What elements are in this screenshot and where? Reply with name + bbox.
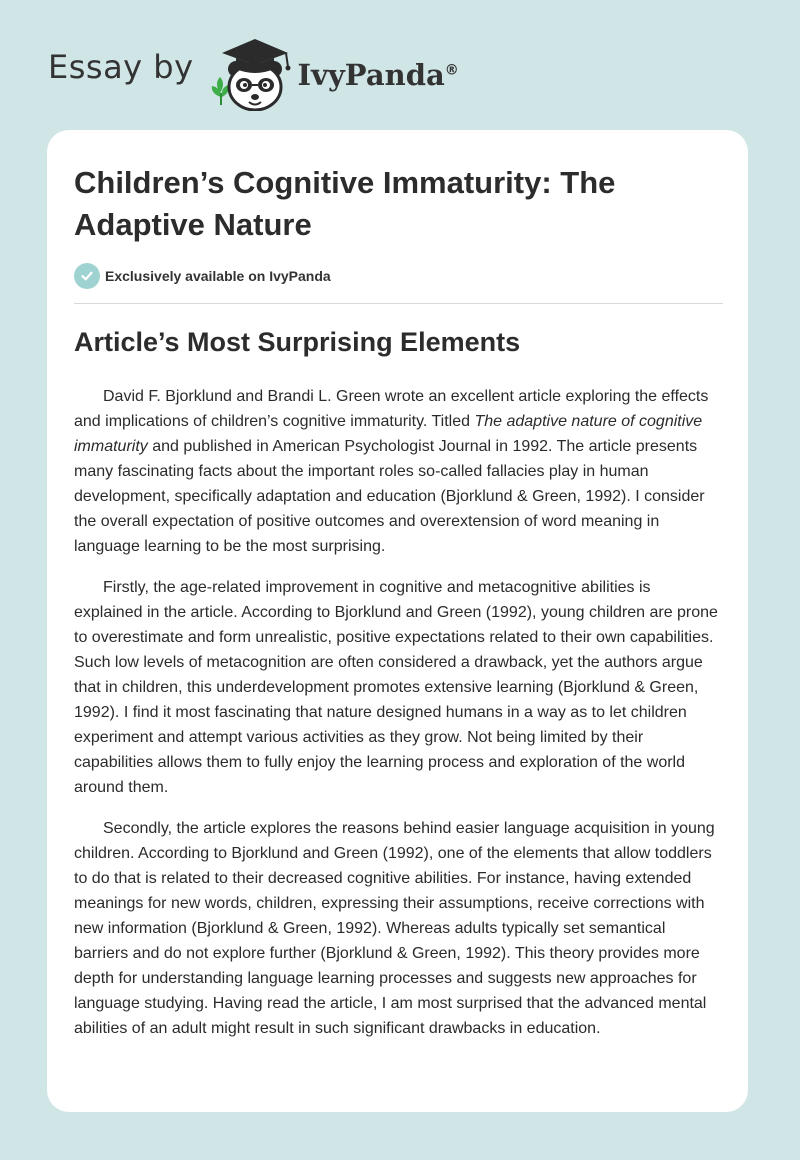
paragraph-1-start: David F. Bjorklund and Brandi L. Green wrote an excellent article exploring the effects and implications of children’s cognitive immaturity. Titled: [74, 388, 709, 430]
essay-card: [47, 130, 748, 1112]
brand-name: [298, 58, 459, 92]
paragraph-1-end: and published in American Psychologist Journal in 1992. The article presents many fascinating facts about the important roles so-called fallacies play in human development, specifically adaptation and education (Bjorklund & Green, 1992). I consider the overall expectation of positive outcomes and overextension of word meaning in language learning to be the most surprising.: [74, 438, 705, 555]
brand-header[interactable]: [48, 28, 459, 118]
paragraph-3: Secondly, the article explores the reasons behind easier language acquisition in young children. According to Bjorklund and Green (1992), one of the elements that allow toddlers to do that is related to their decreased cognitive abilities. For instance, having extended meanings for new words, children, expressing their assumptions, receive corrections with new information (Bjorklund & Green, 1992). Whereas adults typically set semantical barriers and do not explore further (Bjorklund & Green, 1992). This theory provides more depth for understanding language learning processes and suggests new approaches for language studying. Having read the article, I am most surprised that the advanced mental abilities of an adult might result in such significant drawbacks in education.: [74, 820, 715, 1037]
divider: [74, 303, 723, 304]
essay-title: Children’s Cognitive Immaturity: The Adaptive Nature: [74, 165, 616, 242]
section-heading: Article’s Most Surprising Elements: [74, 327, 521, 357]
exclusive-label: Exclusively available on IvyPanda: [105, 268, 331, 284]
article-title-italic: The adaptive nature of cognitive immaturity: [74, 413, 703, 455]
essay-body: [74, 384, 722, 1057]
exclusive-badge: [74, 263, 331, 289]
brand-name-text: IvyPanda: [297, 58, 445, 92]
brand-prefix: Essay by: [48, 48, 194, 86]
check-circle-icon: [74, 263, 100, 289]
paragraph-1: [74, 384, 722, 559]
paragraph-2: Firstly, the age-related improvement in cognitive and metacognitive abilities is explained in the article. According to Bjorklund and Green (1992), young children are prone to overestimate and form unrealistic, positive expectations related to their own capabilities. Such low levels of metacognition are often considered a drawback, yet the authors argue that in children, this underdevelopment promotes extensive learning (Bjorklund & Green, 1992). I find it most fascinating that nature designed humans in a way as to let children experiment and attempt various activities as they grow. Not being limited by their capabilities allows them to fully enjoy the learning process and exploration of the world around them.: [74, 579, 718, 796]
panda-graduate-logo-icon: [206, 31, 296, 111]
registered-mark: ®: [444, 62, 459, 79]
